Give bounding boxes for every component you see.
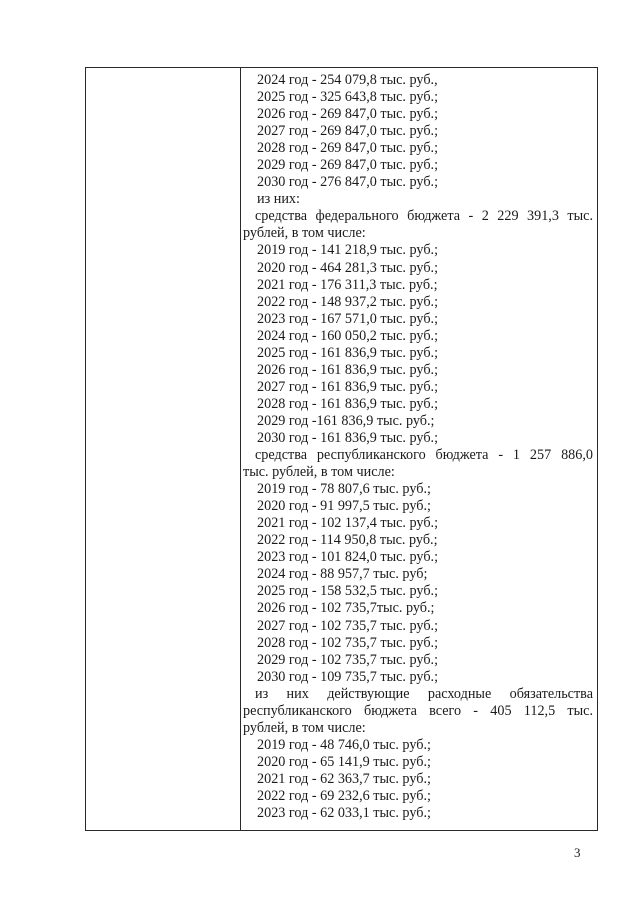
text-line: 2026 год - 161 836,9 тыс. руб.;: [257, 361, 439, 378]
text-line: 2028 год - 269 847,0 тыс. руб.;: [257, 140, 439, 157]
text-line: из них:: [257, 191, 300, 208]
text-line: 2024 год - 254 079,8 тыс. руб.,: [257, 72, 438, 88]
text-line: 2025 год - 158 532,5 тыс. руб.;: [257, 583, 439, 600]
text-line: средства федерального бюджета - 2 229 391,3 тыс.: [255, 208, 593, 225]
text-line: 2029 год - 269 847,0 тыс. руб.;: [257, 157, 439, 174]
text-line: 2024 год - 160 050,2 тыс. руб.;: [257, 327, 439, 344]
text-line: тыс. рублей, в том числе:: [243, 464, 395, 481]
table-right-column: [241, 68, 598, 830]
text-line: 2022 год - 114 950,8 тыс. руб.;: [257, 532, 438, 549]
text-line: 2028 год - 102 735,7 тыс. руб.;: [257, 634, 439, 651]
text-line: 2025 год - 325 643,8 тыс. руб.;: [257, 89, 439, 106]
text-line: рублей, в том числе:: [243, 225, 366, 242]
text-line: 2021 год - 62 363,7 тыс. руб.;: [257, 770, 431, 787]
text-line: 2021 год - 176 311,3 тыс. руб.;: [257, 276, 438, 293]
text-line: 2023 год - 62 033,1 тыс. руб.;: [257, 805, 431, 822]
text-line: 2028 год - 161 836,9 тыс. руб.;: [257, 395, 439, 412]
text-line: 2019 год - 141 218,9 тыс. руб.;: [257, 242, 439, 259]
text-line: 2026 год - 269 847,0 тыс. руб.;: [257, 106, 439, 123]
table-left-column: [86, 68, 241, 830]
text-line: 2023 год - 101 824,0 тыс. руб.;: [257, 549, 439, 566]
text-line: из них действующие расходные обязательства: [255, 685, 593, 702]
text-line: 2019 год - 48 746,0 тыс. руб.;: [257, 736, 431, 753]
text-line: 2023 год - 167 571,0 тыс. руб.;: [257, 310, 439, 327]
text-line: 2029 год - 102 735,7 тыс. руб.;: [257, 651, 439, 668]
text-line: 2027 год - 161 836,9 тыс. руб.;: [257, 378, 439, 395]
text-line: 2029 год -161 836,9 тыс. руб.;: [257, 412, 435, 429]
text-line: 2027 год - 102 735,7 тыс. руб.;: [257, 617, 439, 634]
text-line: 2021 год - 102 137,4 тыс. руб.;: [257, 515, 439, 532]
text-line: 2019 год - 78 807,6 тыс. руб.;: [257, 481, 431, 498]
text-line: республиканского бюджета всего - 405 112,5 тыс.: [243, 702, 593, 719]
text-line: 2030 год - 276 847,0 тыс. руб.;: [257, 174, 439, 191]
text-line: 2026 год - 102 735,7тыс. руб.;: [257, 600, 435, 617]
text-line: средства республиканского бюджета - 1 257 886,0: [255, 447, 593, 464]
text-line: 2022 год - 148 937,2 тыс. руб.;: [257, 293, 439, 310]
text-line: 2020 год - 91 997,5 тыс. руб.;: [257, 498, 431, 515]
text-line: 2024 год - 88 957,7 тыс. руб;: [257, 566, 428, 583]
text-line: 2022 год - 69 232,6 тыс. руб.;: [257, 787, 431, 804]
budget-table: [85, 67, 598, 831]
page-number: 3: [574, 845, 581, 860]
text-line: 2025 год - 161 836,9 тыс. руб.;: [257, 344, 439, 361]
text-line: 2020 год - 65 141,9 тыс. руб.;: [257, 753, 431, 770]
text-line: рублей, в том числе:: [243, 719, 366, 736]
text-line: 2030 год - 161 836,9 тыс. руб.;: [257, 429, 439, 446]
text-line: 2030 год - 109 735,7 тыс. руб.;: [257, 668, 439, 685]
text-line: 2027 год - 269 847,0 тыс. руб.;: [257, 123, 439, 140]
text-line: 2020 год - 464 281,3 тыс. руб.;: [257, 259, 439, 276]
